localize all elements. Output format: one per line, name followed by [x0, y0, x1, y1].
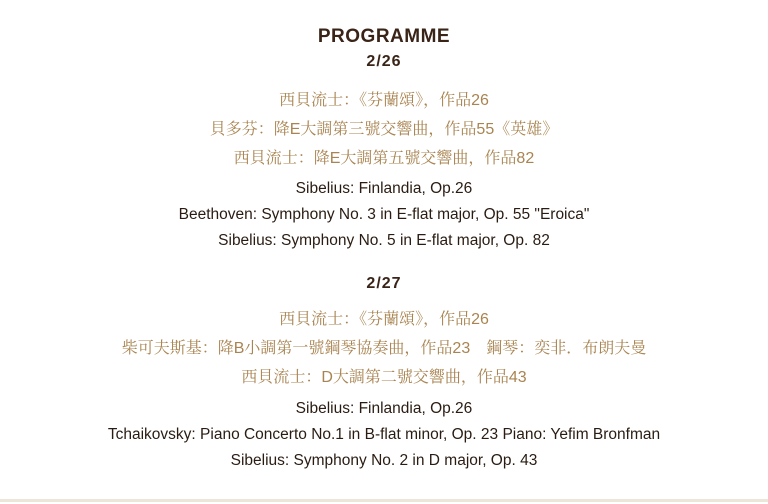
english-work-item: Sibelius: Finlandia, Op.26 [295, 400, 473, 417]
english-works-list [0, 396, 768, 474]
programme-title: PROGRAMME [317, 26, 451, 47]
chinese-work-item: 貝多芬：降E大調第三號交響曲，作品55《英雄》 [209, 121, 559, 138]
chinese-works-list [0, 86, 768, 173]
english-work-item: Sibelius: Symphony No. 2 in D major, Op. 43 [230, 452, 538, 469]
chinese-work-item: 西貝流士：《芬蘭頌》，作品26 [279, 92, 489, 109]
english-works-list [0, 176, 768, 254]
english-work-item: Beethoven: Symphony No. 3 in E-flat major, Op. 55 "Eroica" [178, 206, 590, 223]
chinese-work-item: 西貝流士：D大調第二號交響曲，作品43 [241, 369, 527, 386]
english-work-item: Sibelius: Symphony No. 5 in E-flat major, Op. 82 [218, 232, 550, 249]
chinese-work-item: 西貝流士：《芬蘭頌》，作品26 [279, 311, 489, 328]
concert-date: 2/26 [366, 53, 402, 70]
english-work-item: Tchaikovsky: Piano Concerto No.1 in B-flat minor, Op. 23 Piano: Yefim Bronfman [107, 426, 661, 443]
chinese-work-item: 西貝流士：降E大調第五號交響曲，作品82 [233, 150, 535, 167]
english-work-item: Sibelius: Finlandia, Op.26 [295, 180, 473, 197]
bottom-divider [0, 499, 768, 502]
chinese-works-list [0, 305, 768, 392]
concert-date: 2/27 [366, 275, 402, 292]
chinese-work-item: 柴可夫斯基：降B小調第一號鋼琴協奏曲，作品23 鋼琴：奕非．布朗夫曼 [121, 340, 647, 357]
